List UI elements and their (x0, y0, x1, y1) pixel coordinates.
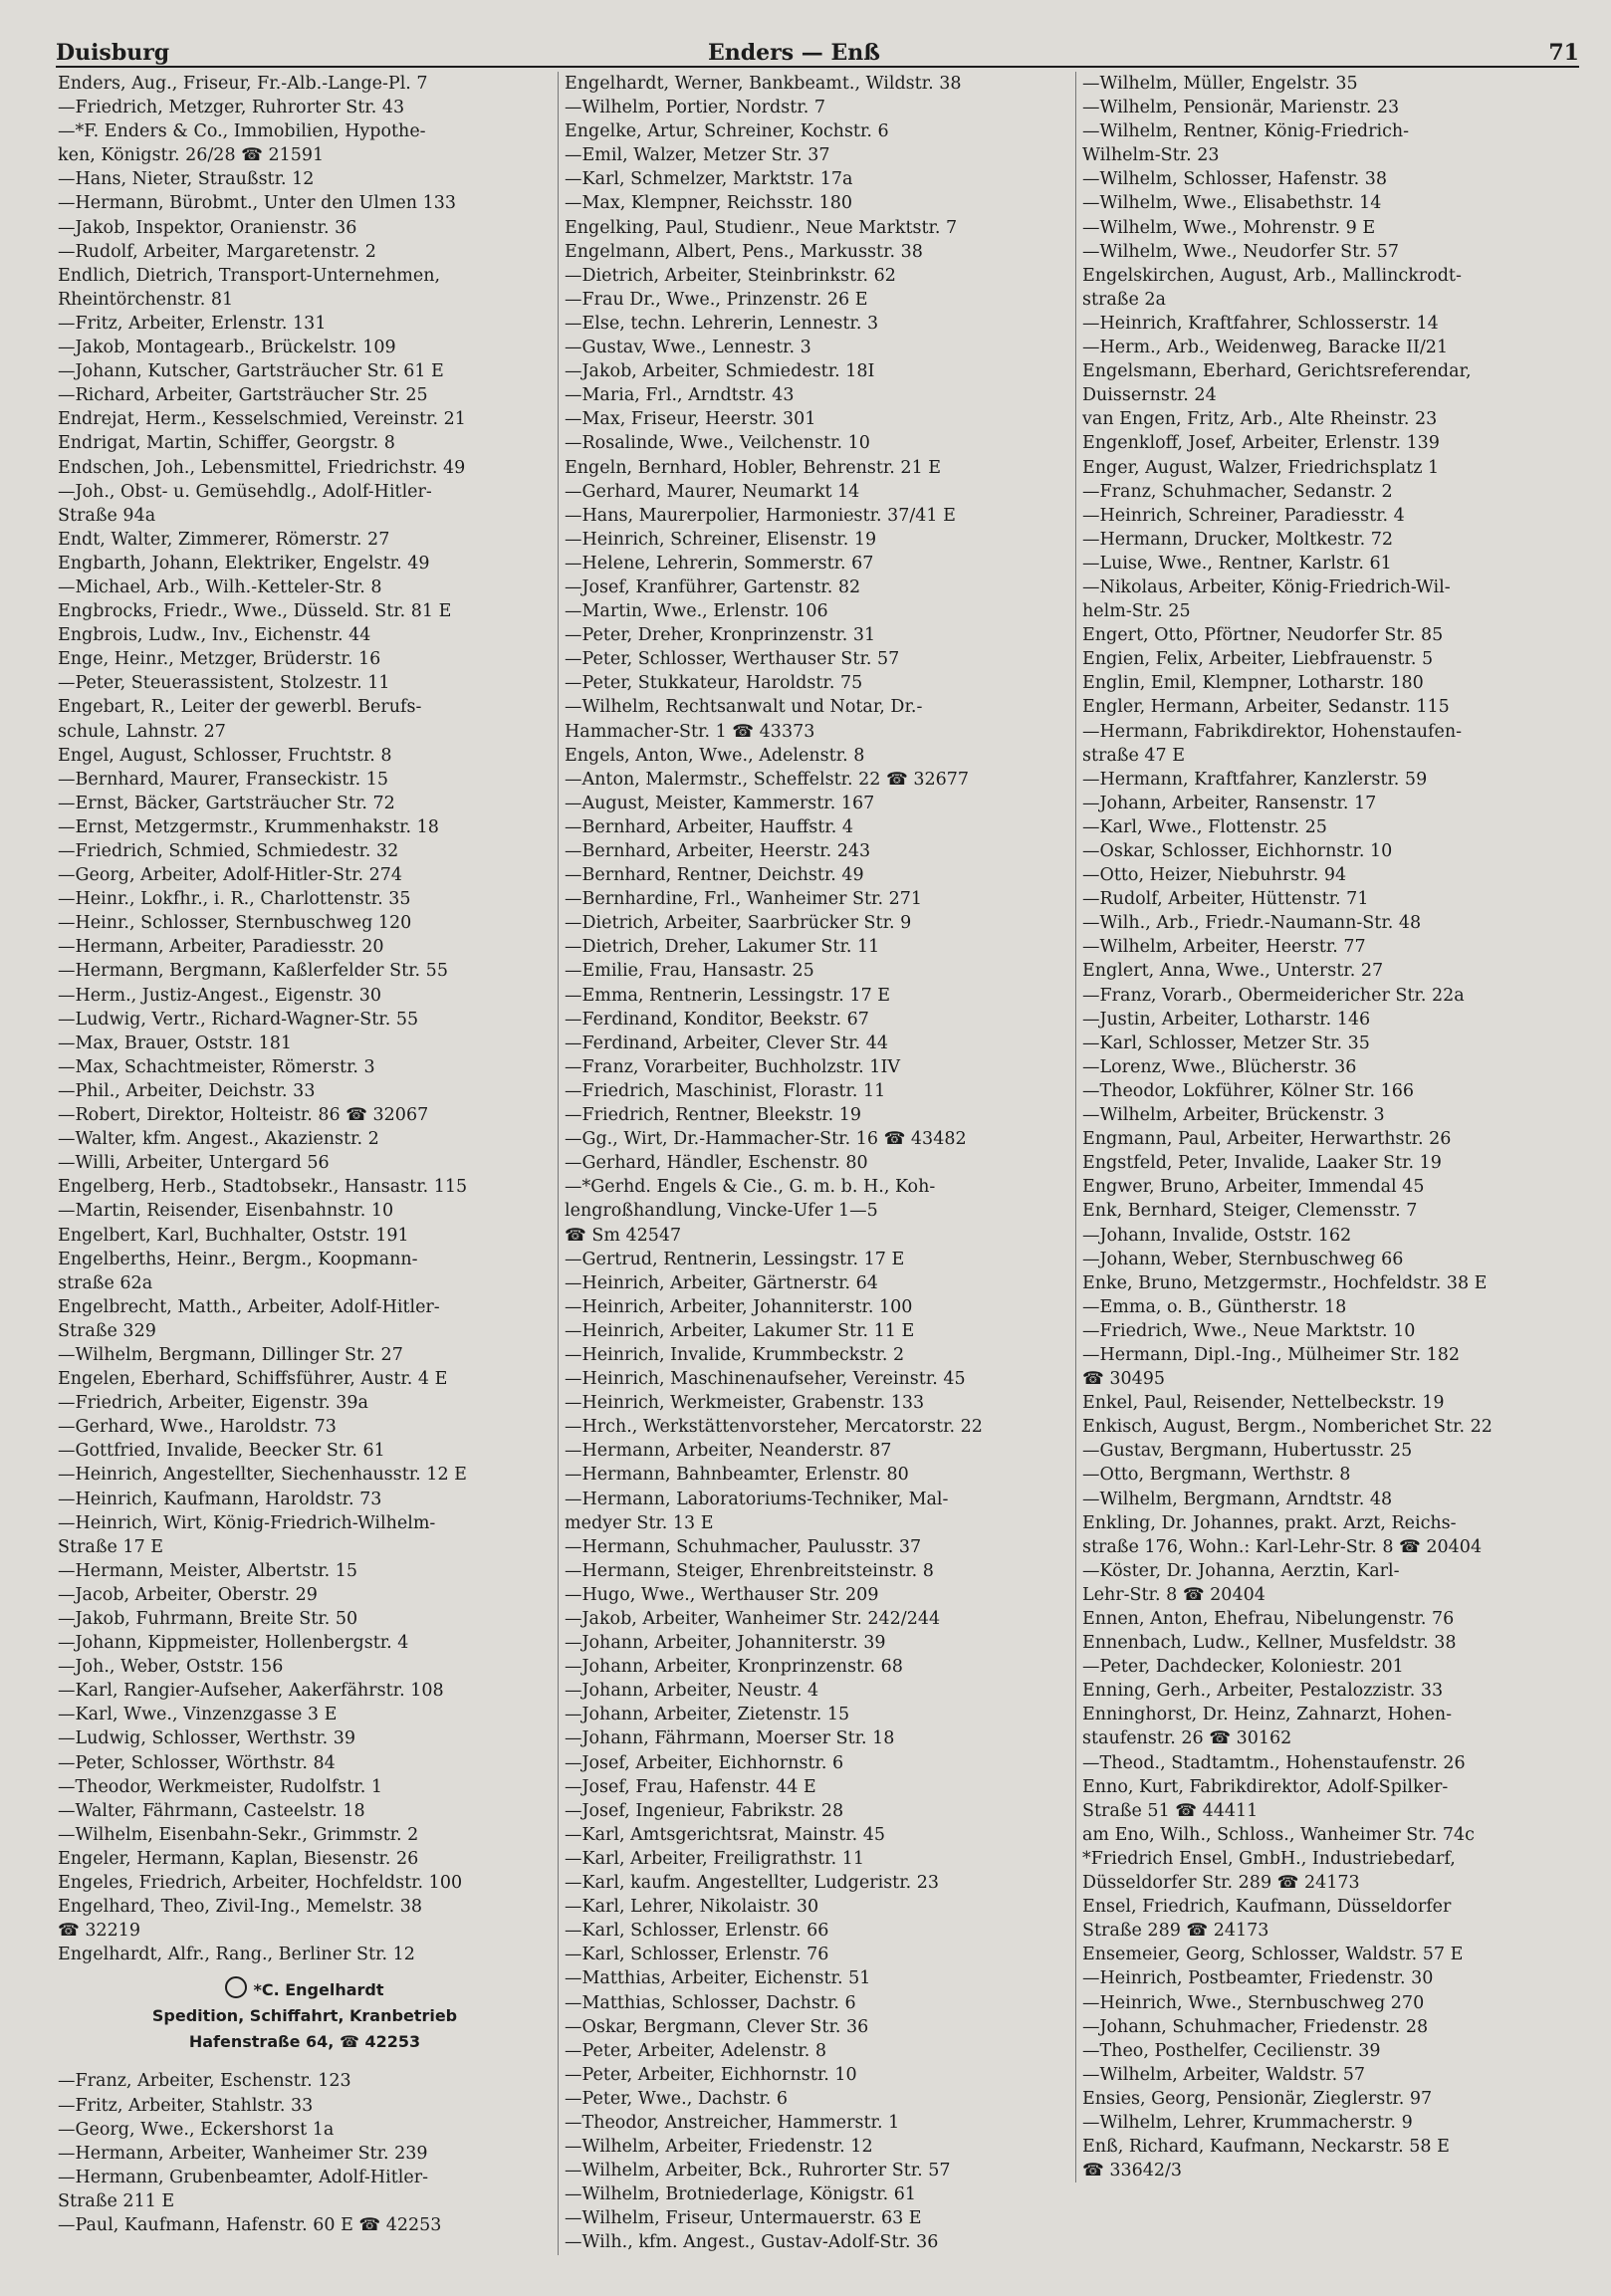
directory-entry-line: —Friedrich, Rentner, Bleekstr. 19 (565, 1105, 861, 1126)
directory-entry-line: —Karl, kaufm. Angestellter, Ludgeristr. 23 (565, 1873, 940, 1894)
directory-entry-line: —Joh., Weber, Oststr. 156 (58, 1657, 284, 1678)
directory-entry-line: —Dietrich, Dreher, Lakumer Str. 11 (565, 937, 880, 958)
directory-entry-line: Enkisch, August, Bergm., Nomberichet Str. 22 (1082, 1417, 1493, 1438)
column-1-entries-top (58, 72, 552, 1966)
directory-entry-line: —Franz, Vorarb., Obermeidericher Str. 22a (1082, 985, 1465, 1006)
directory-entry-line: —Wilhelm, Eisenbahn-Sekr., Grimmstr. 2 (58, 1824, 419, 1845)
directory-entry-line: Engmann, Paul, Arbeiter, Herwarthstr. 26 (1082, 1129, 1452, 1150)
directory-entry-line: —Friedrich, Metzger, Ruhrorter Str. 43 (58, 98, 405, 118)
directory-entry-line: —Justin, Arbeiter, Lotharstr. 146 (1082, 1009, 1371, 1030)
directory-entry-line: van Engen, Fritz, Arb., Alte Rheinstr. 23 (1082, 409, 1438, 430)
directory-entry-line: Straße 94a (58, 505, 156, 526)
directory-entry-line: —Heinrich, Schreiner, Elisenstr. 19 (565, 529, 877, 550)
directory-entry-line: —Matthias, Arbeiter, Eichenstr. 51 (565, 1968, 871, 1989)
directory-entry-line: —Johann, Fährmann, Moerser Str. 18 (565, 1728, 895, 1749)
directory-entry-line: —Richard, Arbeiter, Gartsträucher Str. 25 (58, 385, 428, 406)
directory-entry-line: Endlich, Dietrich, Transport-Unternehmen, (58, 265, 441, 286)
directory-entry-line: Enkling, Dr. Johannes, prakt. Arzt, Reichs- (1082, 1512, 1457, 1533)
directory-entry-line: —Heinrich, Arbeiter, Johanniterstr. 100 (565, 1296, 913, 1317)
directory-entry-line: —Karl, Schlosser, Metzer Str. 35 (1082, 1033, 1370, 1053)
directory-entry-line: ☎ Sm 42547 (565, 1225, 682, 1246)
directory-entry-line: Straße 51 ☎ 44411 (1082, 1800, 1259, 1821)
directory-entry-line: —Wilhelm, Müller, Engelstr. 35 (1082, 74, 1358, 94)
directory-entry-line: ken, Königstr. 26/28 ☎ 21591 (58, 145, 325, 166)
directory-entry-line: —Wilhelm, Rentner, König-Friedrich- (1082, 121, 1410, 142)
directory-entry-line: Engelmann, Albert, Pens., Markusstr. 38 (565, 241, 923, 262)
directory-entry-line: —Gertrud, Rentnerin, Lessingstr. 17 E (565, 1249, 905, 1269)
directory-entry-line: Straße 17 E (58, 1536, 164, 1557)
directory-entry-line: —Ludwig, Vertr., Richard-Wagner-Str. 55 (58, 1009, 419, 1030)
directory-entry-line: Endrejat, Herm., Kesselschmied, Vereinstr. 21 (58, 409, 466, 430)
directory-entry-line: —Johann, Arbeiter, Zietenstr. 15 (565, 1705, 850, 1725)
directory-entry-line: Endschen, Joh., Lebensmittel, Friedrichstr. 49 (58, 457, 466, 478)
directory-entry-line: —Emilie, Frau, Hansastr. 25 (565, 961, 814, 982)
directory-entry-line: Enkel, Paul, Reisender, Nettelbeckstr. 19 (1082, 1393, 1445, 1414)
directory-entry-line: straße 62a (58, 1272, 153, 1293)
directory-entry-line: Engelke, Artur, Schreiner, Kochstr. 6 (565, 121, 889, 142)
directory-entry-line: —Theo, Posthelfer, Cecilienstr. 39 (1082, 2040, 1381, 2061)
directory-entry-line: —Hermann, Schuhmacher, Paulusstr. 37 (565, 1536, 922, 1557)
directory-entry-line: Engebart, R., Leiter der gewerbl. Berufs- (58, 697, 422, 718)
directory-entry-line: —Emma, o. B., Güntherstr. 18 (1082, 1296, 1347, 1317)
directory-entry-line: —Martin, Reisender, Eisenbahnstr. 10 (58, 1201, 394, 1222)
directory-entry-line: —Josef, Ingenieur, Fabrikstr. 28 (565, 1800, 844, 1821)
directory-entry-line: —Heinrich, Werkmeister, Grabenstr. 133 (565, 1393, 925, 1414)
column-3 (1075, 72, 1588, 2182)
directory-entry-line: —Nikolaus, Arbeiter, König-Friedrich-Wil- (1082, 576, 1451, 597)
directory-entry-line: Engel, August, Schlosser, Fruchtstr. 8 (58, 745, 392, 766)
directory-entry-line: —Fritz, Arbeiter, Erlenstr. 131 (58, 313, 327, 334)
directory-entry-line: —Wilhelm, Arbeiter, Waldstr. 57 (1082, 2064, 1365, 2085)
directory-entry-line: —Heinr., Lokfhr., i. R., Charlottenstr. 35 (58, 889, 411, 910)
directory-entry-line: —Heinrich, Angestellter, Siechenhausstr. 12 E (58, 1465, 467, 1486)
directory-entry-line: Engels, Anton, Wwe., Adelenstr. 8 (565, 745, 865, 766)
header-rule (56, 66, 1579, 68)
directory-entry-line: am Eno, Wilh., Schloss., Wanheimer Str. 74c (1082, 1824, 1475, 1845)
directory-entry-line: —Paul, Kaufmann, Hafenstr. 60 E ☎ 42253 (58, 2214, 442, 2235)
directory-entry-line: —Wilhelm, Wwe., Neudorfer Str. 57 (1082, 241, 1399, 262)
directory-entry-line: —Peter, Stukkateur, Haroldstr. 75 (565, 673, 863, 694)
directory-entry-line: Hammacher-Str. 1 ☎ 43373 (565, 721, 815, 742)
directory-entry-line: Engelbrecht, Matth., Arbeiter, Adolf-Hitler- (58, 1296, 440, 1317)
directory-entry-line: —Joh., Obst- u. Gemüsehdlg., Adolf-Hitler- (58, 481, 432, 502)
directory-entry-line: Straße 329 (58, 1320, 156, 1341)
directory-entry-line: —Friedrich, Maschinist, Florastr. 11 (565, 1080, 886, 1101)
directory-entry-line: —Friedrich, Wwe., Neue Marktstr. 10 (1082, 1320, 1416, 1341)
directory-entry-line: —Franz, Schuhmacher, Sedanstr. 2 (1082, 481, 1393, 502)
directory-entry-line: —Hermann, Bahnbeamter, Erlenstr. 80 (565, 1465, 909, 1486)
directory-entry-line: Englin, Emil, Klempner, Lotharstr. 180 (1082, 673, 1424, 694)
directory-entry-line: Englert, Anna, Wwe., Unterstr. 27 (1082, 961, 1384, 982)
directory-entry-line: —Gerhard, Händler, Eschenstr. 80 (565, 1153, 868, 1174)
directory-entry-line: —Max, Klempner, Reichsstr. 180 (565, 193, 853, 214)
directory-entry-line: —Peter, Dreher, Kronprinzenstr. 31 (565, 625, 876, 646)
directory-entry-line: —Hrch., Werkstättenvorsteher, Mercatorstr. 22 (565, 1417, 983, 1438)
directory-entry-line: —Karl, Schlosser, Erlenstr. 66 (565, 1921, 829, 1942)
directory-entry-line: —Hermann, Steiger, Ehrenbreitsteinstr. 8 (565, 1560, 934, 1581)
directory-entry-line: helm-Str. 25 (1082, 601, 1191, 622)
directory-entry-line: —Oskar, Bergmann, Clever Str. 36 (565, 2016, 869, 2037)
directory-entry-line: Engien, Felix, Arbeiter, Liebfrauenstr. 5 (1082, 649, 1434, 670)
directory-entry-line: —Franz, Vorarbeiter, Buchholzstr. 1IV (565, 1056, 900, 1077)
directory-entry-line: —Ernst, Metzgermstr., Krummenhakstr. 18 (58, 816, 439, 837)
directory-entry-line: —Karl, Schlosser, Erlenstr. 76 (565, 1945, 829, 1965)
directory-entry-line: —Peter, Dachdecker, Koloniestr. 201 (1082, 1657, 1404, 1678)
directory-entry-line: —Heinrich, Schreiner, Paradiesstr. 4 (1082, 505, 1405, 526)
directory-entry-line: —Wilhelm, Bergmann, Dillinger Str. 27 (58, 1344, 403, 1365)
directory-entry-line: Engenkloff, Josef, Arbeiter, Erlenstr. 139 (1082, 433, 1440, 454)
directory-entry-line: —Matthias, Schlosser, Dachstr. 6 (565, 1992, 856, 2013)
directory-entry-line: —Köster, Dr. Johanna, Aerztin, Karl- (1082, 1560, 1400, 1581)
directory-entry-line: —Oskar, Schlosser, Eichhornstr. 10 (1082, 841, 1393, 861)
directory-entry-line: —Johann, Kippmeister, Hollenbergstr. 4 (58, 1633, 409, 1654)
directory-entry-line: —Peter, Schlosser, Wörthstr. 84 (58, 1752, 336, 1773)
directory-entry-line: ☎ 33642/3 (1082, 2161, 1183, 2181)
directory-entry-line: —Wilhelm, Arbeiter, Heerstr. 77 (1082, 937, 1366, 958)
directory-entry-line: —Theod., Stadtamtm., Hohenstaufenstr. 26 (1082, 1752, 1466, 1773)
directory-entry-line: —Heinrich, Postbeamter, Friedenstr. 30 (1082, 1968, 1434, 1989)
directory-entry-line: Engbrois, Ludw., Inv., Eichenstr. 44 (58, 625, 371, 646)
directory-entry-line: Straße 211 E (58, 2190, 175, 2211)
directory-entry-line: —Hermann, Arbeiter, Neanderstr. 87 (565, 1441, 892, 1462)
directory-entry-line: —Johann, Arbeiter, Neustr. 4 (565, 1681, 819, 1702)
page-number: 71 (1548, 40, 1579, 66)
directory-entry-line: —Georg, Wwe., Eckershorst 1a (58, 2119, 335, 2140)
directory-entry-line: —Gustav, Wwe., Lennestr. 3 (565, 338, 811, 358)
directory-entry-line: —Wilhelm, Wwe., Mohrenstr. 9 E (1082, 217, 1376, 238)
directory-entry-line: —Heinrich, Arbeiter, Gärtnerstr. 64 (565, 1272, 878, 1293)
directory-entry-line: —Wilhelm, Portier, Nordstr. 7 (565, 98, 825, 118)
page-header (56, 40, 1579, 66)
directory-entry-line: Ensel, Friedrich, Kaufmann, Düsseldorfer (1082, 1897, 1452, 1918)
directory-entry-line: —Otto, Bergmann, Werthstr. 8 (1082, 1465, 1351, 1486)
directory-entry-line: straße 2a (1082, 289, 1166, 310)
directory-entry-line: —Anton, Malermstr., Scheffelstr. 22 ☎ 32677 (565, 769, 970, 790)
directory-entry-line: —Hermann, Grubenbeamter, Adolf-Hitler- (58, 2167, 429, 2187)
directory-entry-line: —Gottfried, Invalide, Beecker Str. 61 (58, 1441, 385, 1462)
directory-entry-line: —Johann, Weber, Sternbuschweg 66 (1082, 1249, 1404, 1269)
directory-entry-line: —Wilh., Arb., Friedr.-Naumann-Str. 48 (1082, 913, 1422, 934)
directory-entry-line: —Hermann, Bergmann, Kaßlerfelder Str. 55 (58, 961, 448, 982)
directory-entry-line: Engelberg, Herb., Stadtobsekr., Hansastr. 115 (58, 1177, 468, 1198)
directory-entry-line: —Peter, Arbeiter, Eichhornstr. 10 (565, 2064, 857, 2085)
directory-entry-line: medyer Str. 13 E (565, 1512, 714, 1533)
directory-entry-line: —Heinrich, Maschinenaufseher, Vereinstr. 45 (565, 1369, 966, 1390)
directory-entry-line: Enger, August, Walzer, Friedrichsplatz 1 (1082, 457, 1440, 478)
directory-entry-line: —Ferdinand, Arbeiter, Clever Str. 44 (565, 1033, 888, 1053)
directory-entry-line: —Wilhelm, Arbeiter, Brückenstr. 3 (1082, 1105, 1385, 1126)
directory-entry-line: —Dietrich, Arbeiter, Steinbrinkstr. 62 (565, 265, 896, 286)
directory-entry-line: —Dietrich, Arbeiter, Saarbrücker Str. 9 (565, 913, 912, 934)
header-range: Enders — Enß (708, 40, 880, 66)
directory-entry-line: —Theodor, Anstreicher, Hammerstr. 1 (565, 2112, 900, 2133)
directory-entry-line: Enk, Bernhard, Steiger, Clemensstr. 7 (1082, 1201, 1418, 1222)
directory-entry-line: —Karl, Rangier-Aufseher, Aakerfährstr. 108 (58, 1681, 444, 1702)
directory-entry-line: —Frau Dr., Wwe., Prinzenstr. 26 E (565, 289, 868, 310)
directory-entry-line: —Hermann, Meister, Albertstr. 15 (58, 1560, 358, 1581)
directory-entry-line: —Wilhelm, Arbeiter, Friedenstr. 12 (565, 2137, 873, 2158)
directory-entry-line: Ennenbach, Ludw., Kellner, Musfeldstr. 38 (1082, 1633, 1457, 1654)
directory-entry-line: —Wilhelm, Arbeiter, Bck., Ruhrorter Str. 57 (565, 2161, 951, 2181)
directory-entry-line: —Wilhelm, Schlosser, Hafenstr. 38 (1082, 169, 1388, 190)
directory-entry-line: —Bernhard, Rentner, Deichstr. 49 (565, 865, 864, 886)
directory-entry-line: Endt, Walter, Zimmerer, Römerstr. 27 (58, 529, 390, 550)
column-1-entries-bottom (58, 2069, 552, 2237)
directory-entry-line: —Wilhelm, Rechtsanwalt und Notar, Dr.- (565, 697, 923, 718)
column-2 (558, 72, 1066, 2255)
directory-entry-line: Engelskirchen, August, Arb., Mallinckrodt- (1082, 265, 1462, 286)
header-city: Duisburg (56, 40, 170, 66)
directory-entry-line: —Gerhard, Maurer, Neumarkt 14 (565, 481, 860, 502)
directory-entry-line: Engeln, Bernhard, Hobler, Behrenstr. 21 E (565, 457, 942, 478)
directory-entry-line: —August, Meister, Kammerstr. 167 (565, 793, 875, 813)
directory-entry-line: —Josef, Kranführer, Gartenstr. 82 (565, 576, 861, 597)
directory-entry-line: —Gerhard, Wwe., Haroldstr. 73 (58, 1417, 337, 1438)
directory-entry-line: Enninghorst, Dr. Heinz, Zahnarzt, Hohen- (1082, 1705, 1453, 1725)
directory-entry-line: —Otto, Heizer, Niebuhrstr. 94 (1082, 865, 1347, 886)
directory-entry-line: Engbrocks, Friedr., Wwe., Düsseld. Str. 81 E (58, 601, 452, 622)
directory-entry-line: —Wilhelm, Wwe., Elisabethstr. 14 (1082, 193, 1382, 214)
directory-entry-line: —Hermann, Arbeiter, Paradiesstr. 20 (58, 937, 384, 958)
directory-entry-line: —Hermann, Kraftfahrer, Kanzlerstr. 59 (1082, 769, 1428, 790)
directory-entry-line: —Heinrich, Kaufmann, Haroldstr. 73 (58, 1489, 382, 1509)
directory-entry-line: —Johann, Invalide, Oststr. 162 (1082, 1225, 1352, 1246)
directory-entry-line: —Ernst, Bäcker, Gartsträucher Str. 72 (58, 793, 395, 813)
directory-entry-line: Engelking, Paul, Studienr., Neue Marktstr. 7 (565, 217, 958, 238)
directory-entry-line: —Wilhelm, Friseur, Untermauerstr. 63 E (565, 2208, 922, 2229)
directory-entry-line: Enno, Kurt, Fabrikdirektor, Adolf-Spilker- (1082, 1776, 1449, 1797)
directory-entry-line: —Hermann, Fabrikdirektor, Hohenstaufen- (1082, 721, 1463, 742)
directory-entry-line: —Johann, Arbeiter, Ransenstr. 17 (1082, 793, 1377, 813)
directory-entry-line: —Karl, Wwe., Vinzenzgasse 3 E (58, 1705, 338, 1725)
directory-entry-line: Straße 289 ☎ 24173 (1082, 1921, 1269, 1942)
directory-entry-line: —Theodor, Werkmeister, Rudolfstr. 1 (58, 1776, 382, 1797)
directory-entry-line: Endrigat, Martin, Schiffer, Georgstr. 8 (58, 433, 395, 454)
directory-entry-line: —Friedrich, Arbeiter, Eigenstr. 39a (58, 1393, 368, 1414)
directory-entry-line: Engelen, Eberhard, Schiffsführer, Austr. 4 E (58, 1369, 448, 1390)
directory-entry-line: —Hans, Maurerpolier, Harmoniestr. 37/41 E (565, 505, 956, 526)
directory-entry-line: Engelberths, Heinr., Bergm., Koopmann- (58, 1249, 418, 1269)
directory-entry-line: —Ferdinand, Konditor, Beekstr. 67 (565, 1009, 869, 1030)
directory-entry-line: —Rudolf, Arbeiter, Margaretenstr. 2 (58, 241, 376, 262)
directory-entry-line: —Luise, Wwe., Rentner, Karlstr. 61 (1082, 553, 1392, 574)
directory-entry-line: Lehr-Str. 8 ☎ 20404 (1082, 1584, 1266, 1605)
directory-entry-line: —Jakob, Fuhrmann, Breite Str. 50 (58, 1609, 358, 1629)
ad-services: Spedition, Schiffahrt, Kranbetrieb (151, 2006, 458, 2026)
advertisement (58, 1976, 552, 2055)
directory-entry-line: —Walter, kfm. Angest., Akazienstr. 2 (58, 1129, 379, 1150)
directory-entry-line: ☎ 30495 (1082, 1369, 1166, 1390)
directory-entry-line: Enning, Gerh., Arbeiter, Pestalozzistr. 33 (1082, 1681, 1444, 1702)
directory-entry-line: —Willi, Arbeiter, Untergard 56 (58, 1153, 330, 1174)
directory-entry-line: —Heinrich, Invalide, Krummbeckstr. 2 (565, 1344, 905, 1365)
directory-entry-line: —Hermann, Laboratoriums-Techniker, Mal- (565, 1489, 949, 1509)
directory-entry-line: —Maria, Frl., Arndtstr. 43 (565, 385, 795, 406)
directory-entry-line: —Jakob, Arbeiter, Schmiedestr. 18I (565, 361, 875, 382)
directory-entry-line: Ensemeier, Georg, Schlosser, Waldstr. 57 E (1082, 1945, 1464, 1965)
directory-entry-line: —Wilhelm, Brotniederlage, Königstr. 61 (565, 2184, 917, 2205)
directory-entry-line: —Wilhelm, Lehrer, Krummacherstr. 9 (1082, 2112, 1413, 2133)
directory-entry-line: —Hermann, Drucker, Moltkestr. 72 (1082, 529, 1394, 550)
directory-entry-line: —Peter, Wwe., Dachstr. 6 (565, 2088, 789, 2109)
directory-entry-line: Engert, Otto, Pförtner, Neudorfer Str. 85 (1082, 625, 1444, 646)
directory-entry-line: Engelsmann, Eberhard, Gerichtsreferendar, (1082, 361, 1472, 382)
directory-entry-line: Ennen, Anton, Ehefrau, Nibelungenstr. 76 (1082, 1609, 1455, 1629)
directory-entry-line: —Rudolf, Arbeiter, Hüttenstr. 71 (1082, 889, 1369, 910)
directory-entry-line: —Johann, Kutscher, Gartsträucher Str. 61 E (58, 361, 444, 382)
directory-entry-line: Engelbert, Karl, Buchhalter, Oststr. 191 (58, 1225, 409, 1246)
directory-entry-line: —Karl, Arbeiter, Freiligrathstr. 11 (565, 1848, 865, 1869)
directory-entry-line: —Peter, Schlosser, Werthauser Str. 57 (565, 649, 900, 670)
directory-entry-line: —Gustav, Bergmann, Hubertusstr. 25 (1082, 1441, 1413, 1462)
directory-entry-line: —Theodor, Lokführer, Kölner Str. 166 (1082, 1080, 1414, 1101)
directory-entry-line: —Karl, Lehrer, Nikolaistr. 30 (565, 1897, 819, 1918)
directory-entry-line: —Peter, Arbeiter, Adelenstr. 8 (565, 2040, 827, 2061)
directory-entry-line: —Bernhard, Arbeiter, Hauffstr. 4 (565, 816, 853, 837)
directory-entry-line: —Franz, Arbeiter, Eschenstr. 123 (58, 2071, 351, 2092)
directory-entry-line: —Josef, Arbeiter, Eichhornstr. 6 (565, 1752, 844, 1773)
directory-entry-line: Engstfeld, Peter, Invalide, Laaker Str. 19 (1082, 1153, 1442, 1174)
directory-entry-line: —Rosalinde, Wwe., Veilchenstr. 10 (565, 433, 870, 454)
directory-entry-line: —Heinrich, Wwe., Sternbuschweg 270 (1082, 1992, 1425, 2013)
directory-entry-line: —Karl, Amtsgerichtsrat, Mainstr. 45 (565, 1824, 885, 1845)
directory-entry-line: —Emil, Walzer, Metzer Str. 37 (565, 145, 830, 166)
directory-entry-line: —Hermann, Arbeiter, Wanheimer Str. 239 (58, 2143, 428, 2164)
directory-entry-line: —Bernhardine, Frl., Wanheimer Str. 271 (565, 889, 923, 910)
directory-entry-line: —Heinrich, Wirt, König-Friedrich-Wilhelm- (58, 1512, 436, 1533)
directory-entry-line: —Michael, Arb., Wilh.-Ketteler-Str. 8 (58, 576, 382, 597)
directory-entry-line: —Johann, Arbeiter, Kronprinzenstr. 68 (565, 1657, 903, 1678)
directory-entry-line: ☎ 32219 (58, 1921, 141, 1942)
directory-entry-line: —Phil., Arbeiter, Deichstr. 33 (58, 1080, 316, 1101)
directory-entry-line: —Wilhelm, Pensionär, Marienstr. 23 (1082, 98, 1400, 118)
directory-entry-line: Engeles, Friedrich, Arbeiter, Hochfeldstr. 100 (58, 1873, 463, 1894)
directory-entry-line: —Hugo, Wwe., Werthauser Str. 209 (565, 1584, 879, 1605)
directory-entry-line: —Josef, Frau, Hafenstr. 44 E (565, 1776, 816, 1797)
directory-entry-line: Engbarth, Johann, Elektriker, Engelstr. 49 (58, 553, 430, 574)
directory-entry-line: —Max, Schachtmeister, Römerstr. 3 (58, 1056, 375, 1077)
directory-entry-line: —Fritz, Arbeiter, Stahlstr. 33 (58, 2095, 314, 2116)
directory-entry-line: Enß, Richard, Kaufmann, Neckarstr. 58 E (1082, 2137, 1450, 2158)
directory-entry-line: straße 176, Wohn.: Karl-Lehr-Str. 8 ☎ 20404 (1082, 1536, 1483, 1557)
directory-entry-line: —*Gerhd. Engels & Cie., G. m. b. H., Koh- (565, 1177, 936, 1198)
directory-entry-line: Duissernstr. 24 (1082, 385, 1217, 406)
directory-entry-line: —Ludwig, Schlosser, Werthstr. 39 (58, 1728, 356, 1749)
directory-entry-line: —Karl, Wwe., Flottenstr. 25 (1082, 816, 1327, 837)
directory-entry-line: Enke, Bruno, Metzgermstr., Hochfeldstr. 38 E (1082, 1272, 1488, 1293)
directory-entry-line: Engwer, Bruno, Arbeiter, Immendal 45 (1082, 1177, 1425, 1198)
directory-entry-line: —Bernhard, Arbeiter, Heerstr. 243 (565, 841, 871, 861)
directory-entry-line: Engelhard, Theo, Zivil-Ing., Memelstr. 38 (58, 1897, 423, 1918)
directory-entry-line: Wilhelm-Str. 23 (1082, 145, 1220, 166)
directory-entry-line: —Jacob, Arbeiter, Oberstr. 29 (58, 1584, 318, 1605)
directory-entry-line: —Hermann, Bürobmt., Unter den Ulmen 133 (58, 193, 456, 214)
directory-entry-line: —Hermann, Dipl.-Ing., Mülheimer Str. 182 (1082, 1344, 1461, 1365)
directory-entry-line: —Jakob, Arbeiter, Wanheimer Str. 242/244 (565, 1609, 941, 1629)
directory-entry-line: Ensies, Georg, Pensionär, Zieglerstr. 97 (1082, 2088, 1433, 2109)
directory-entry-line: —Heinrich, Kraftfahrer, Schlosserstr. 14 (1082, 313, 1439, 334)
directory-entry-line: —Johann, Schuhmacher, Friedenstr. 28 (1082, 2016, 1429, 2037)
directory-entry-line: —Heinrich, Arbeiter, Lakumer Str. 11 E (565, 1320, 915, 1341)
directory-entry-line: —Wilhelm, Bergmann, Arndtstr. 48 (1082, 1489, 1393, 1509)
directory-entry-line: Düsseldorfer Str. 289 ☎ 24173 (1082, 1873, 1360, 1894)
directory-entry-line: —Emma, Rentnerin, Lessingstr. 17 E (565, 985, 891, 1006)
directory-entry-line: —Heinr., Schlosser, Sternbuschweg 120 (58, 913, 412, 934)
directory-entry-line: Rheintörchenstr. 81 (58, 289, 234, 310)
directory-entry-line: schule, Lahnstr. 27 (58, 721, 226, 742)
directory-entry-line: —Robert, Direktor, Holteistr. 86 ☎ 32067 (58, 1105, 429, 1126)
directory-entry-line: —Wilh., kfm. Angest., Gustav-Adolf-Str. 36 (565, 2232, 939, 2253)
directory-entry-line: —Hans, Nieter, Straußstr. 12 (58, 169, 315, 190)
directory-entry-line: Engelhardt, Werner, Bankbeamt., Wildstr. 38 (565, 74, 962, 94)
directory-entry-line: —Herm., Arb., Weidenweg, Baracke II/21 (1082, 338, 1449, 358)
directory-entry-line: —Johann, Arbeiter, Johanniterstr. 39 (565, 1633, 886, 1654)
directory-entry-line: —Else, techn. Lehrerin, Lennestr. 3 (565, 313, 879, 334)
directory-entry-line: —Georg, Arbeiter, Adolf-Hitler-Str. 274 (58, 865, 403, 886)
directory-entry-line: —Jakob, Montagearb., Brückelstr. 109 (58, 338, 396, 358)
ad-company: *C. Engelhardt (253, 1980, 384, 2000)
directory-entry-line: —Walter, Fährmann, Casteelstr. 18 (58, 1800, 365, 1821)
directory-entry-line: —Jakob, Inspektor, Oranienstr. 36 (58, 217, 357, 238)
directory-entry-line: Engler, Hermann, Arbeiter, Sedanstr. 115 (1082, 697, 1450, 718)
directory-entry-line: —Bernhard, Maurer, Franseckistr. 15 (58, 769, 389, 790)
directory-entry-line: staufenstr. 26 ☎ 30162 (1082, 1728, 1292, 1749)
ad-address: Hafenstraße 64, ☎ 42253 (188, 2032, 421, 2052)
directory-entry-line: straße 47 E (1082, 745, 1186, 766)
company-logo-icon (225, 1976, 247, 1998)
directory-entry-line: —*F. Enders & Co., Immobilien, Hypothe- (58, 121, 426, 142)
directory-entry-line: —Herm., Justiz-Angest., Eigenstr. 30 (58, 985, 382, 1006)
directory-entry-line: Engeler, Hermann, Kaplan, Biesenstr. 26 (58, 1848, 419, 1869)
directory-entry-line: —Lorenz, Wwe., Blücherstr. 36 (1082, 1056, 1357, 1077)
directory-entry-line: —Friedrich, Schmied, Schmiedestr. 32 (58, 841, 399, 861)
directory-entry-line: —Karl, Schmelzer, Marktstr. 17a (565, 169, 853, 190)
column-1 (58, 72, 552, 2237)
directory-entry-line: Engelhardt, Alfr., Rang., Berliner Str. 12 (58, 1945, 415, 1965)
directory-entry-line: —Martin, Wwe., Erlenstr. 106 (565, 601, 828, 622)
directory-entry-line: Enders, Aug., Friseur, Fr.-Alb.-Lange-Pl. 7 (58, 74, 428, 94)
directory-entry-line: —Helene, Lehrerin, Sommerstr. 67 (565, 553, 874, 574)
directory-entry-line: Enge, Heinr., Metzger, Brüderstr. 16 (58, 649, 381, 670)
directory-entry-line: —Gg., Wirt, Dr.-Hammacher-Str. 16 ☎ 43482 (565, 1129, 967, 1150)
directory-entry-line: *Friedrich Ensel, GmbH., Industriebedarf, (1082, 1848, 1456, 1869)
directory-entry-line: lengroßhandlung, Vincke-Ufer 1—5 (565, 1201, 878, 1222)
directory-entry-line: —Peter, Steuerassistent, Stolzestr. 11 (58, 673, 390, 694)
directory-entry-line: —Max, Friseur, Heerstr. 301 (565, 409, 816, 430)
directory-entry-line: —Max, Brauer, Oststr. 181 (58, 1033, 293, 1053)
